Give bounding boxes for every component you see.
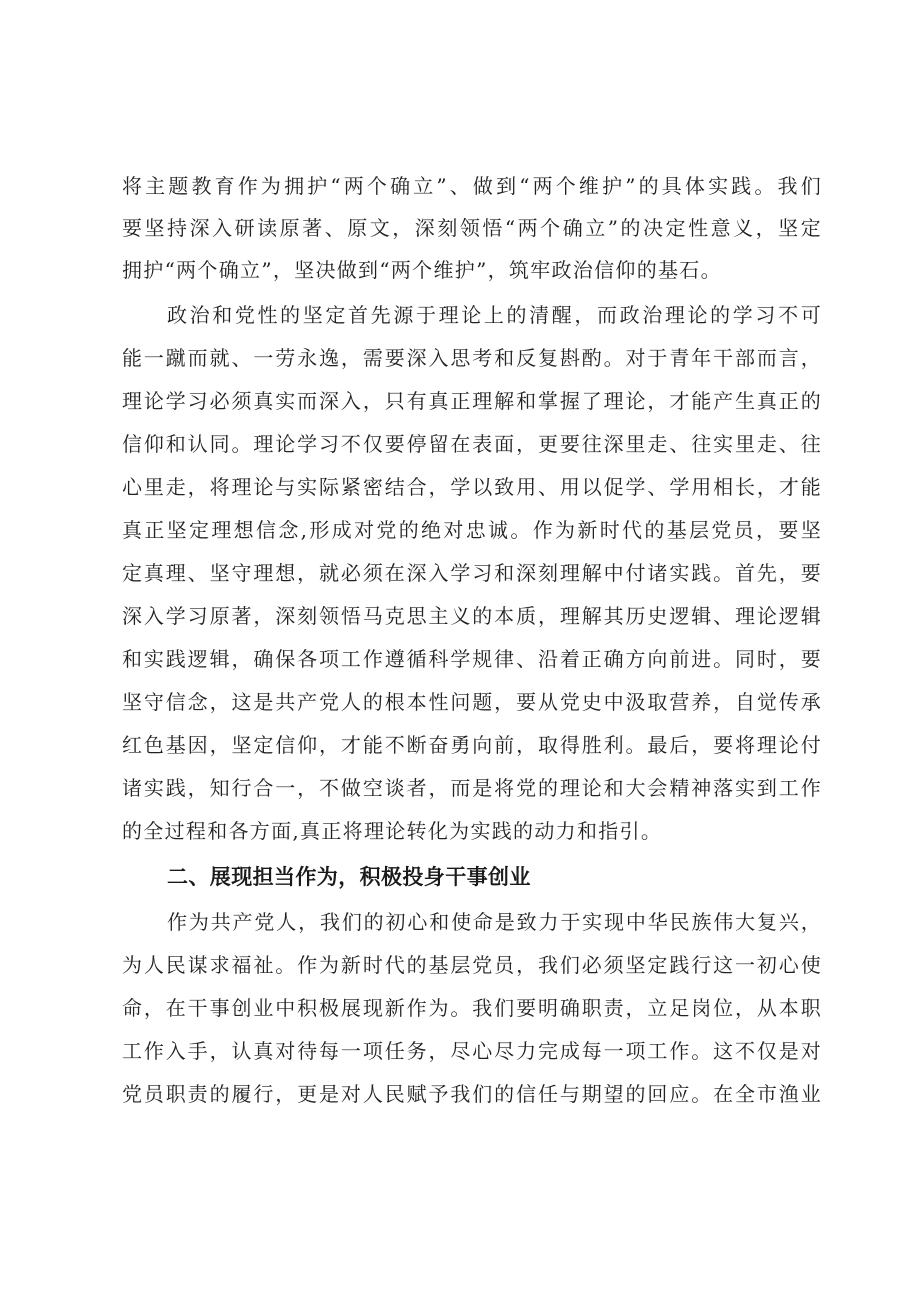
paragraph1-line: 要坚持深入研读原著、原文，深刻领悟“两个确立”的决定性意义，坚定 [122,216,822,240]
paragraph2-line: 的全过程和各方面,真正将理论转化为实践的动力和指引。 [122,819,663,843]
paragraph2-line: 定真理、坚守理想，就必须在深入学习和深刻理解中付诸实践。首先，要 [122,561,822,585]
paragraph3-line: 命，在干事创业中积极展现新作为。我们要明确职责，立足岗位，从本职 [122,996,822,1020]
paragraph2-line: 坚守信念，这是共产党人的根本性问题，要从党史中汲取营养，自觉传承 [122,690,822,714]
paragraph2-line: 政治和党性的坚定首先源于理论上的清醒，而政治理论的学习不可 [167,303,822,327]
paragraph3-line: 党员职责的履行，更是对人民赋予我们的信任与期望的回应。在全市渔业 [122,1082,822,1106]
paragraph3-line: 作为共产党人，我们的初心和使命是致力于实现中华民族伟大复兴， [167,910,822,934]
paragraph2-line: 信仰和认同。理论学习不仅要停留在表面，更要往深里走、往实里走、往 [122,432,822,456]
section-heading: 二、展现担当作为，积极投身干事创业 [167,865,531,889]
paragraph2-line: 心里走，将理论与实际紧密结合，学以致用、用以促学、学用相长，才能 [122,475,822,499]
paragraph2-line: 诸实践，知行合一，不做空谈者，而是将党的理论和大会精神落实到工作 [122,776,822,800]
paragraph2-line: 红色基因，坚定信仰，才能不断奋勇向前，取得胜利。最后，要将理论付 [122,733,822,757]
paragraph2-line: 理论学习必须真实而深入，只有真正理解和掌握了理论，才能产生真正的 [122,389,822,413]
paragraph2-line: 真正坚定理想信念,形成对党的绝对忠诚。作为新时代的基层党员，要坚 [122,518,822,542]
paragraph2-line: 和实践逻辑，确保各项工作遵循科学规律、沿着正确方向前进。同时，要 [122,647,822,671]
paragraph2-line: 深入学习原著，深刻领悟马克思主义的本质，理解其历史逻辑、理论逻辑 [122,604,822,628]
paragraph1-line: 拥护“两个确立”，坚决做到“两个维护”，筑牢政治信仰的基石。 [122,258,722,282]
paragraph1-line: 将主题教育作为拥护“两个确立”、做到“两个维护”的具体实践。我们 [122,174,822,198]
paragraph3-line: 为人民谋求福祉。作为新时代的基层党员，我们必须坚定践行这一初心使 [122,953,822,977]
paragraph2-line: 能一蹴而就、一劳永逸，需要深入思考和反复斟酌。对于青年干部而言， [122,346,822,370]
paragraph3-line: 工作入手，认真对待每一项任务，尽心尽力完成每一项工作。这不仅是对 [122,1039,822,1063]
